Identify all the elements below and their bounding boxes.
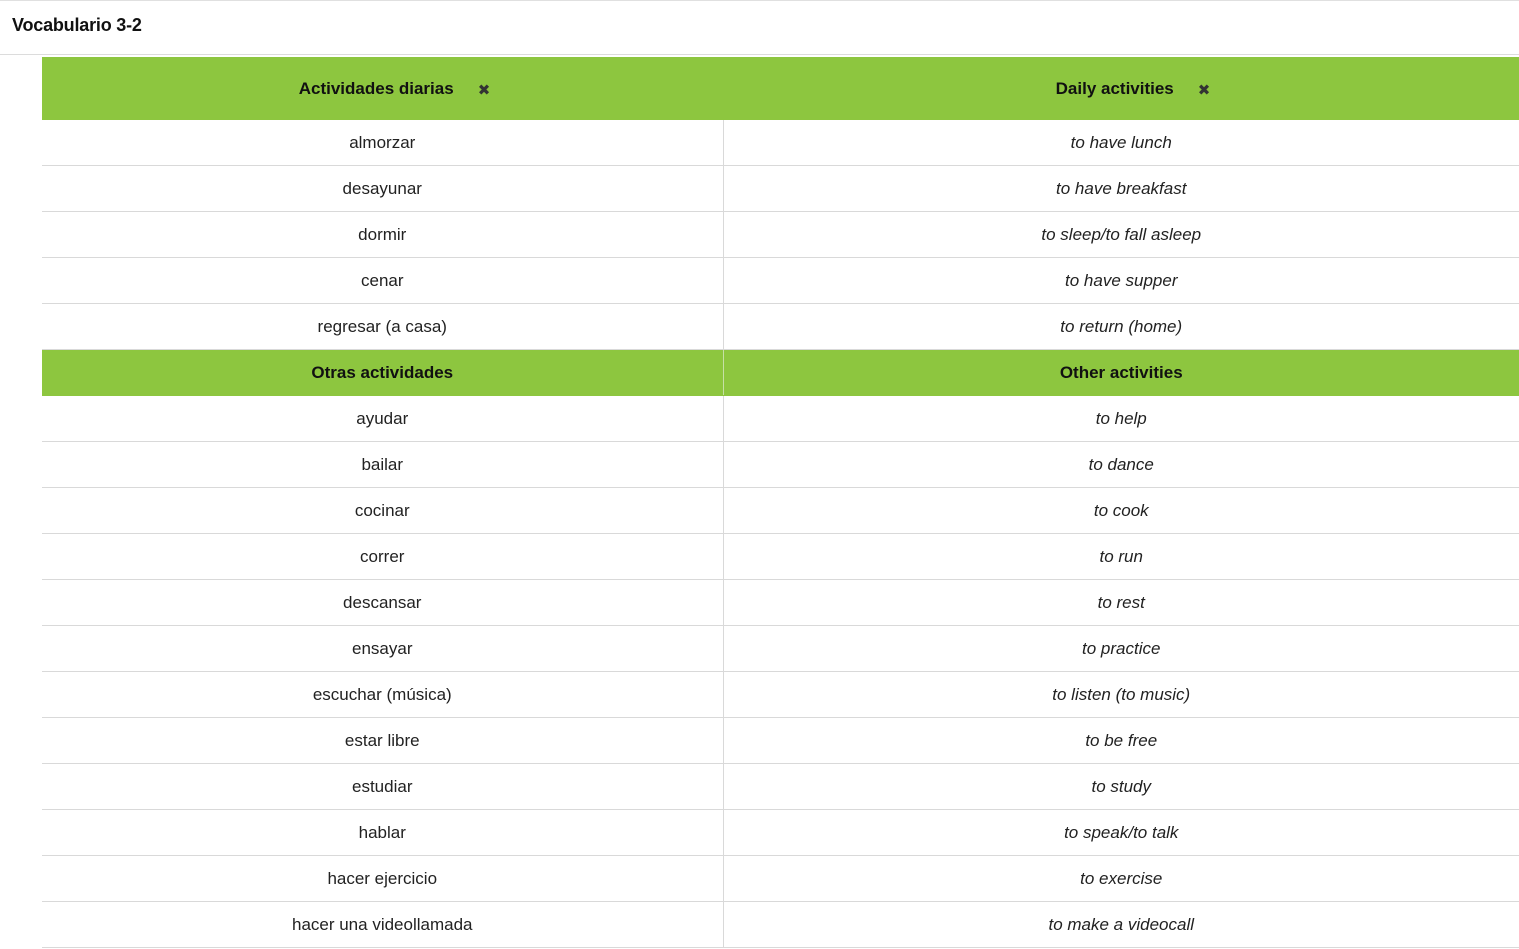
table-body	[42, 120, 1519, 948]
spanish-cell: desayunar	[42, 166, 723, 212]
table-row	[42, 764, 1519, 810]
table-row	[42, 534, 1519, 580]
spanish-cell: correr	[42, 534, 723, 580]
spanish-cell: hablar	[42, 810, 723, 856]
header-row	[42, 57, 1519, 120]
section-header-spanish: Otras actividades	[42, 350, 723, 396]
page-title: Vocabulario 3-2	[12, 15, 142, 35]
table-row	[42, 212, 1519, 258]
table-row	[42, 120, 1519, 166]
section-header-english: Other activities	[723, 350, 1519, 396]
english-cell: to return (home)	[723, 304, 1519, 350]
english-cell: to rest	[723, 580, 1519, 626]
table-row	[42, 580, 1519, 626]
table-header	[42, 57, 1519, 120]
column-header-label: Daily activities	[1055, 78, 1174, 98]
english-cell: to make a videocall	[723, 902, 1519, 948]
table-row	[42, 718, 1519, 764]
spanish-cell: cocinar	[42, 488, 723, 534]
spanish-cell: estar libre	[42, 718, 723, 764]
spanish-cell: bailar	[42, 442, 723, 488]
english-cell: to listen (to music)	[723, 672, 1519, 718]
close-icon[interactable]: ✖	[1197, 81, 1211, 99]
column-header-label: Actividades diarias	[298, 78, 454, 98]
table-row	[42, 810, 1519, 856]
title-bar	[0, 1, 1519, 55]
english-cell: to dance	[723, 442, 1519, 488]
spanish-cell: ayudar	[42, 396, 723, 442]
spanish-cell: regresar (a casa)	[42, 304, 723, 350]
table-row	[42, 672, 1519, 718]
close-icon[interactable]: ✖	[477, 81, 491, 99]
english-cell: to help	[723, 396, 1519, 442]
english-cell: to sleep/to fall asleep	[723, 212, 1519, 258]
vocabulary-table-container	[42, 57, 1519, 948]
english-cell: to have lunch	[723, 120, 1519, 166]
english-cell: to exercise	[723, 856, 1519, 902]
spanish-cell: hacer una videollamada	[42, 902, 723, 948]
spanish-cell: cenar	[42, 258, 723, 304]
spanish-cell: escuchar (música)	[42, 672, 723, 718]
column-header-english[interactable]	[723, 57, 1519, 120]
table-row	[42, 488, 1519, 534]
english-cell: to practice	[723, 626, 1519, 672]
table-row	[42, 442, 1519, 488]
english-cell: to study	[723, 764, 1519, 810]
column-header-spanish[interactable]	[42, 57, 723, 120]
table-row	[42, 626, 1519, 672]
table-row	[42, 902, 1519, 948]
spanish-cell: almorzar	[42, 120, 723, 166]
spanish-cell: estudiar	[42, 764, 723, 810]
vocabulary-table	[42, 57, 1519, 948]
section-header-row	[42, 350, 1519, 396]
spanish-cell: descansar	[42, 580, 723, 626]
spanish-cell: dormir	[42, 212, 723, 258]
table-row	[42, 166, 1519, 212]
table-row	[42, 396, 1519, 442]
english-cell: to have breakfast	[723, 166, 1519, 212]
table-row	[42, 258, 1519, 304]
english-cell: to cook	[723, 488, 1519, 534]
english-cell: to run	[723, 534, 1519, 580]
english-cell: to be free	[723, 718, 1519, 764]
spanish-cell: hacer ejercicio	[42, 856, 723, 902]
table-row	[42, 304, 1519, 350]
spanish-cell: ensayar	[42, 626, 723, 672]
table-row	[42, 856, 1519, 902]
english-cell: to speak/to talk	[723, 810, 1519, 856]
english-cell: to have supper	[723, 258, 1519, 304]
